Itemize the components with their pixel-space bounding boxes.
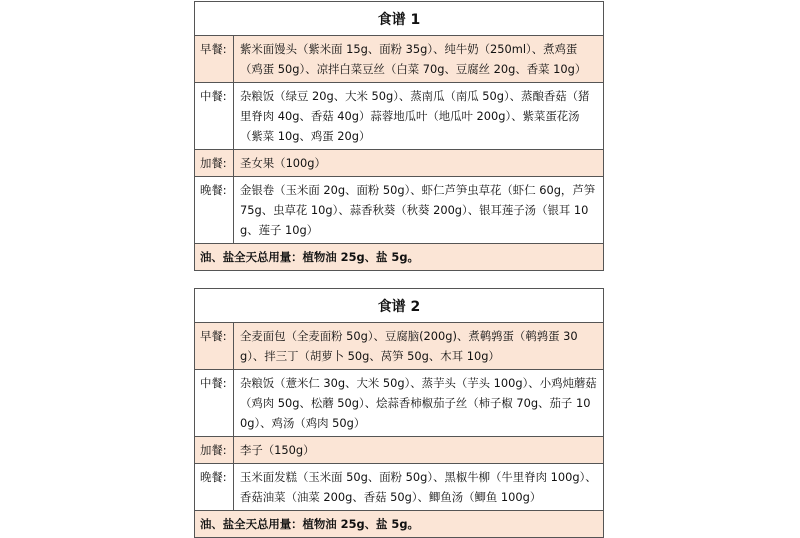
meal-content-lunch: 杂粮饭（薏米仁 30g、大米 50g）、蒸芋头（芋头 100g）、小鸡炖蘑菇（鸡肉 50g、松蘑 50g）、烩蒜香柿椒茄子丝（柿子椒 70g、茄子 100g）、鸡汤（鸡肉 50g） xyxy=(240,376,597,430)
meal-row-dinner xyxy=(195,177,603,244)
meal-content-snack: 李子（150g） xyxy=(240,443,315,457)
meal-row-breakfast xyxy=(195,36,603,83)
meal-row-breakfast xyxy=(195,323,603,370)
meal-row-dinner xyxy=(195,464,603,511)
recipe-table-1 xyxy=(194,1,604,271)
meal-content-breakfast: 全麦面包（全麦面粉 50g）、豆腐脑(200g)、煮鹌鹑蛋（鹌鹑蛋 30g）、拌三丁（胡萝卜 50g、莴笋 50g、木耳 10g） xyxy=(240,329,578,363)
oil-salt-total: 油、盐全天总用量：植物油 25g、盐 5g。 xyxy=(195,511,603,537)
meal-content-dinner: 金银卷（玉米面 20g、面粉 50g）、虾仁芦笋虫草花（虾仁 60g，芦笋 75g、虫草花 10g）、蒜香秋葵（秋葵 200g）、银耳莲子汤（银耳 10g、莲子 10g） xyxy=(240,183,596,237)
meal-label-dinner: 晚餐: xyxy=(195,464,234,510)
meal-label-snack: 加餐: xyxy=(195,437,234,463)
oil-salt-total: 油、盐全天总用量：植物油 25g、盐 5g。 xyxy=(195,244,603,270)
meal-label-lunch: 中餐: xyxy=(195,370,234,436)
meal-label-snack: 加餐: xyxy=(195,150,234,176)
meal-content-lunch: 杂粮饭（绿豆 20g、大米 50g）、蒸南瓜（南瓜 50g）、蒸酿香菇（猪里脊肉 40g、香菇 40g）蒜蓉地瓜叶（地瓜叶 200g）、紫菜蛋花汤（紫菜 10g、鸡蛋 20g） xyxy=(240,89,590,143)
meal-content-breakfast: 紫米面馒头（紫米面 15g、面粉 35g）、纯牛奶（250ml）、煮鸡蛋（鸡蛋 50g）、凉拌白菜豆丝（白菜 70g、豆腐丝 20g、香菜 10g） xyxy=(240,42,587,76)
meal-label-dinner: 晚餐: xyxy=(195,177,234,243)
meal-row-snack xyxy=(195,150,603,177)
recipe-title: 食谱 2 xyxy=(195,289,603,323)
meal-label-lunch: 中餐: xyxy=(195,83,234,149)
meal-row-lunch xyxy=(195,370,603,437)
meal-label-breakfast: 早餐: xyxy=(195,323,234,369)
meal-row-snack xyxy=(195,437,603,464)
meal-content-snack: 圣女果（100g） xyxy=(240,156,326,170)
recipe-table-2 xyxy=(194,288,604,538)
meal-label-breakfast: 早餐: xyxy=(195,36,234,82)
recipe-title: 食谱 1 xyxy=(195,2,603,36)
meal-row-lunch xyxy=(195,83,603,150)
meal-content-dinner: 玉米面发糕（玉米面 50g、面粉 50g）、黑椒牛柳（牛里脊肉 100g）、香菇油菜（油菜 200g、香菇 50g）、鲫鱼汤（鲫鱼 100g） xyxy=(240,470,597,504)
